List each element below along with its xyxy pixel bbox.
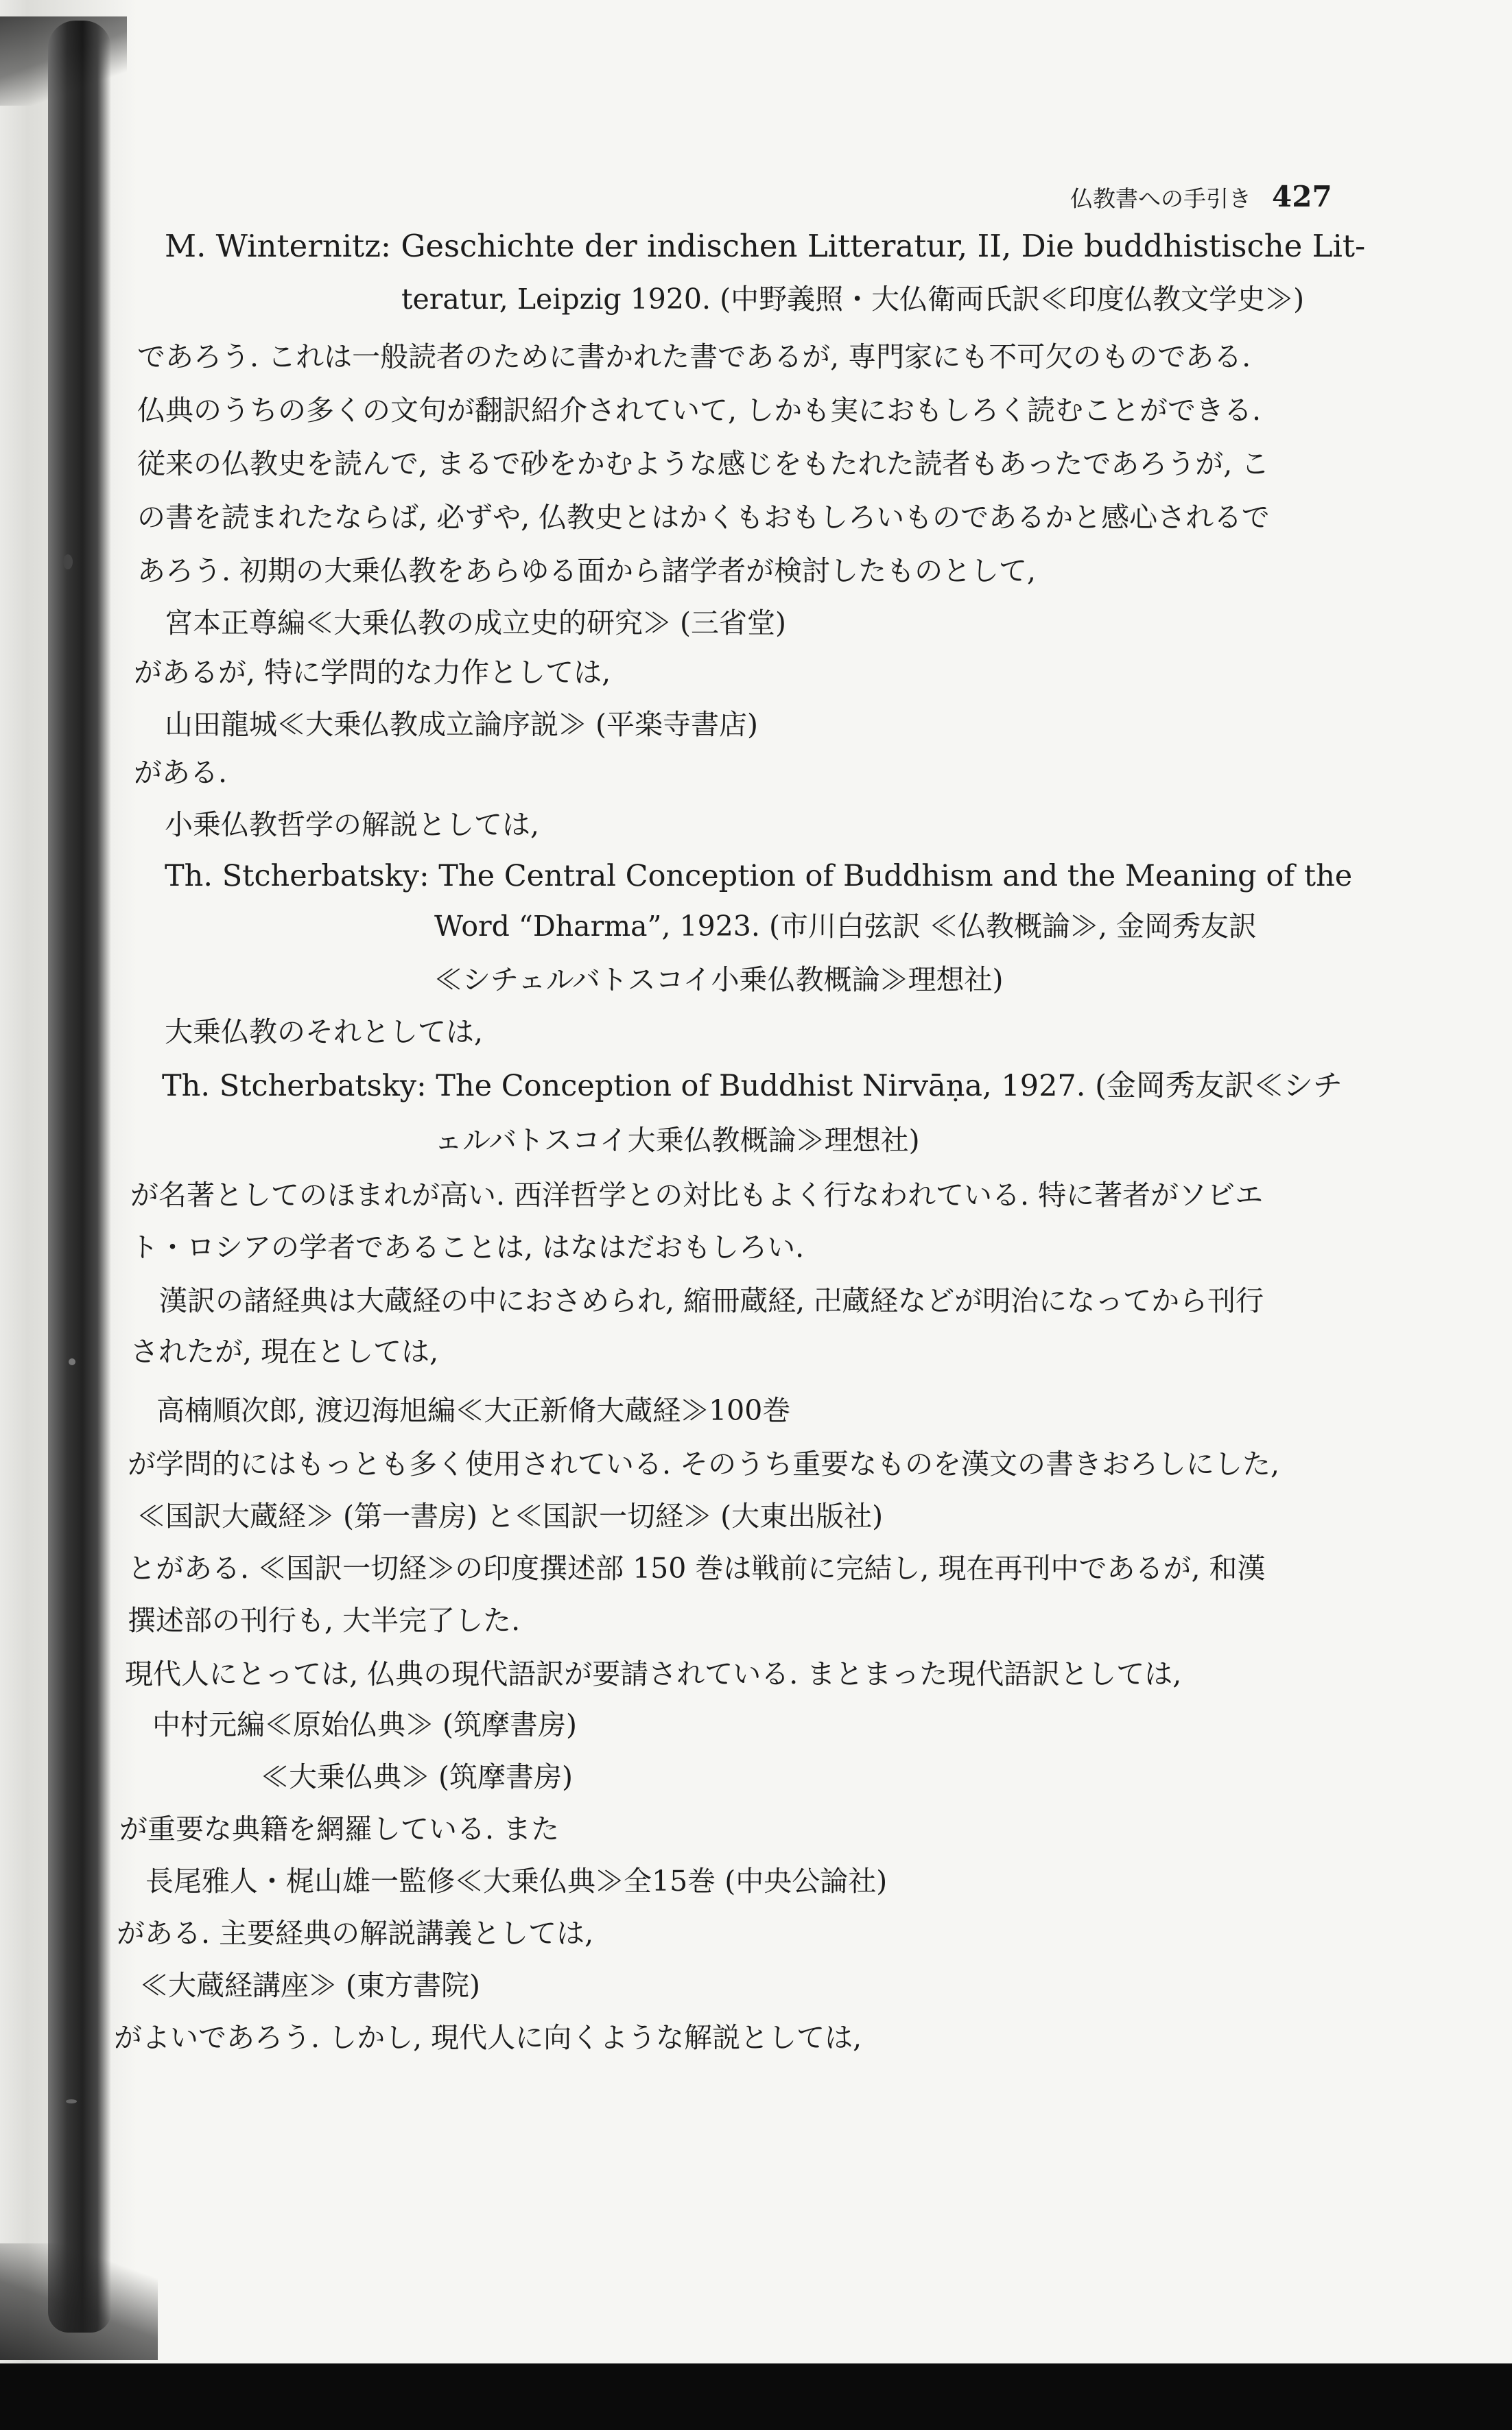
margin-mark bbox=[69, 1358, 75, 1365]
line-9: があるが, 特に学問的な力作としては, bbox=[134, 656, 611, 689]
line-18: ェルバトスコイ大乗仏教概論≫理想社) bbox=[434, 1124, 920, 1157]
line-14: Word “Dharma”, 1923. (市川白弦訳 ≪仏教概論≫, 金岡秀友訳 bbox=[434, 910, 1257, 943]
line-3: であろう. これは一般読者のために書かれた書であるが, 専門家にも不可欠のものである. bbox=[137, 340, 1251, 373]
line-26: とがある. ≪国訳一切経≫の印度撰述部 150 巻は戦前に完結し, 現在再刊中であるが, 和漢 bbox=[128, 1552, 1266, 1585]
margin-mark bbox=[66, 2099, 77, 2103]
line-35: がよいであろう. しかし, 現代人に向くような解説としては, bbox=[114, 2021, 862, 2054]
line-11: がある. bbox=[134, 756, 228, 789]
line-28: 現代人にとっては, 仏典の現代語訳が要請されている. まとまった現代語訳としては, bbox=[125, 1658, 1182, 1690]
page-number: 427 bbox=[1272, 180, 1332, 213]
line-19: が名著としてのほまれが高い. 西洋哲学との対比もよく行なわれている. 特に著者がソビエ bbox=[130, 1179, 1264, 1212]
line-6: の書を読まれたならば, 必ずや, 仏教史とはかくもおもしろいものであるかと感心されるで bbox=[137, 501, 1270, 534]
line-8: 宮本正尊編≪大乗仏教の成立史的研究≫ (三省堂) bbox=[165, 606, 787, 639]
line-7: あろう. 初期の大乗仏教をあらゆる面から諸学者が検討したものとして, bbox=[137, 554, 1037, 587]
spine-shadow-bottom bbox=[0, 2243, 158, 2360]
line-4: 仏典のうちの多くの文句が翻訳紹介されていて, しかも実におもしろく読むことができる. bbox=[137, 394, 1262, 427]
line-33: がある. 主要経典の解説講義としては, bbox=[117, 1917, 594, 1950]
running-head bbox=[1070, 180, 1332, 213]
line-23: 高楠順次郎, 渡辺海旭編≪大正新脩大蔵経≫100巻 bbox=[156, 1394, 791, 1427]
line-34: ≪大蔵経講座≫ (東方書院) bbox=[140, 1969, 481, 2002]
line-12: 小乗仏教哲学の解説としては, bbox=[165, 808, 540, 841]
line-1: M. Winternitz: Geschichte der indischen Litteratur, II, Die buddhistische Lit- bbox=[165, 228, 1366, 264]
line-29: 中村元編≪原始仏典≫ (筑摩書房) bbox=[152, 1708, 578, 1741]
line-20: ト・ロシアの学者であることは, はなはだおもしろい. bbox=[130, 1231, 805, 1264]
line-2: teratur, Leipzig 1920. (中野義照・大仏衛両氏訳≪印度仏教文学史≫) bbox=[401, 283, 1305, 316]
line-10: 山田龍城≪大乗仏教成立論序説≫ (平楽寺書店) bbox=[165, 708, 759, 741]
line-16: 大乗仏教のそれとしては, bbox=[165, 1015, 484, 1048]
book-spine-shadow bbox=[48, 21, 111, 2333]
margin-mark bbox=[63, 554, 73, 569]
line-25: ≪国訳大蔵経≫ (第一書房) と≪国訳一切経≫ (大東出版社) bbox=[137, 1500, 884, 1533]
running-head-title: 仏教書への手引き bbox=[1070, 185, 1251, 212]
line-30: ≪大乗仏典≫ (筑摩書房) bbox=[261, 1760, 574, 1793]
line-17: Th. Stcherbatsky: The Conception of Buddhist Nirvāṇa, 1927. (金岡秀友訳≪シチ bbox=[162, 1069, 1343, 1103]
line-27: 撰述部の刊行も, 大半完了した. bbox=[128, 1604, 521, 1637]
line-5: 従来の仏教史を読んで, まるで砂をかむような感じをもたれた読者もあったであろうが, こ bbox=[137, 447, 1270, 480]
line-21: 漢訳の諸経典は大蔵経の中におさめられ, 縮冊蔵経, 卍蔵経などが明治になってから刊行 bbox=[159, 1284, 1264, 1317]
line-24: が学問的にはもっとも多く使用されている. そのうち重要なものを漢文の書きおろしにした, bbox=[128, 1448, 1280, 1481]
line-22: されたが, 現在としては, bbox=[130, 1335, 439, 1368]
line-32: 長尾雅人・梶山雄一監修≪大乗仏典≫全15巻 (中央公論社) bbox=[145, 1865, 888, 1898]
line-15: ≪シチェルバトスコイ小乗仏教概論≫理想社) bbox=[434, 963, 1004, 996]
line-31: が重要な典籍を網羅している. また bbox=[119, 1813, 560, 1845]
scan-bottom-edge bbox=[0, 2363, 1512, 2430]
line-13: Th. Stcherbatsky: The Central Conception of Buddhism and the Meaning of the bbox=[165, 859, 1353, 893]
